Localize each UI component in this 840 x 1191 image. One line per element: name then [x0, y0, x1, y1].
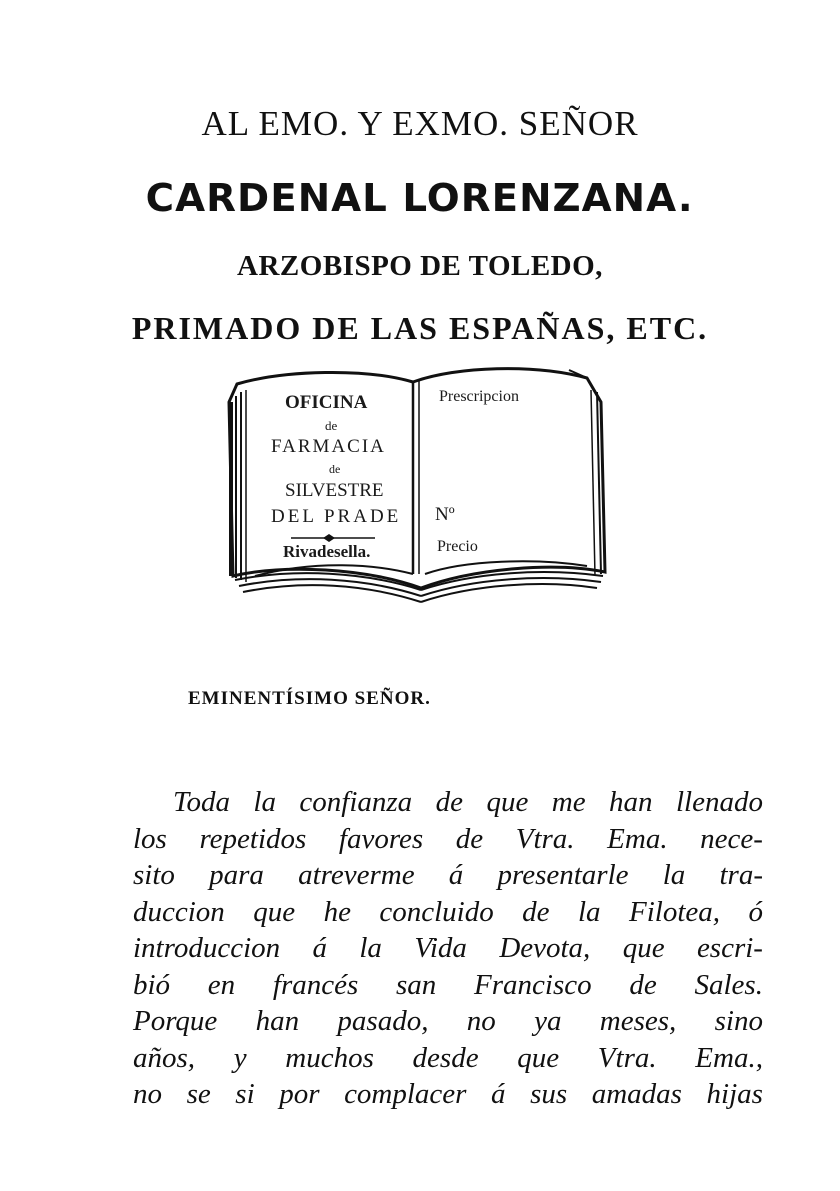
word: favores — [338, 822, 424, 855]
stamp-price-label: Precio — [437, 538, 478, 555]
word: de — [629, 968, 657, 1001]
word: y — [233, 1041, 247, 1074]
dedication-title-1: ARZOBISPO DE TOLEDO, — [237, 250, 603, 282]
word: Vtra. — [515, 822, 575, 855]
word: que — [517, 1041, 560, 1074]
word: á — [312, 932, 327, 964]
word: duccion — [133, 895, 225, 928]
body-line — [133, 857, 763, 894]
word: no — [133, 1078, 162, 1110]
body-line — [133, 967, 763, 1004]
word: muchos — [285, 1041, 374, 1074]
body-line — [133, 1003, 763, 1040]
word: no — [466, 1005, 496, 1037]
body-text — [133, 784, 763, 1113]
word: sus — [530, 1078, 568, 1110]
word: han — [255, 1005, 300, 1037]
word: repetidos — [199, 822, 307, 855]
word: me — [551, 786, 586, 818]
word: la — [253, 786, 276, 818]
word: la — [577, 895, 601, 928]
word: á — [448, 859, 464, 891]
word: he — [323, 895, 351, 928]
word: Ema. — [607, 822, 668, 855]
body-line — [133, 784, 763, 821]
salutation: EMINENTÍSIMO SEÑOR. — [188, 688, 431, 709]
pharmacy-stamp — [225, 362, 615, 612]
stamp-line-farmacia: FARMACIA — [271, 436, 386, 457]
word: confianza — [299, 786, 413, 818]
word: á — [491, 1078, 506, 1110]
word: atreverme — [298, 859, 415, 891]
word: ó — [748, 895, 763, 928]
word: que — [253, 895, 296, 928]
stamp-prescripcion-label: Prescripcion — [439, 388, 519, 405]
word: Vtra. — [597, 1041, 657, 1074]
word: que — [622, 932, 665, 964]
word: sito — [133, 859, 175, 891]
word: hijas — [706, 1078, 763, 1110]
word: Sales. — [694, 968, 763, 1001]
word: Vida — [414, 932, 467, 964]
word: para — [209, 859, 264, 891]
word: francés — [272, 968, 359, 1001]
body-line — [133, 1040, 763, 1077]
word: desde — [412, 1041, 479, 1074]
dedication-line-1: AL EMO. Y EXMO. SEÑOR — [201, 104, 639, 143]
stamp-number-label: Nº — [435, 504, 455, 525]
word: años, — [133, 1041, 196, 1074]
word: los — [133, 822, 167, 855]
word: pasado, — [337, 1005, 429, 1037]
word: llenado — [675, 786, 763, 818]
word: la — [662, 859, 686, 891]
body-line — [133, 821, 763, 858]
dedication-name: CARDENAL LORENZANA. — [145, 176, 694, 220]
stamp-line-de-1: de — [325, 418, 338, 433]
word: Toda — [173, 786, 230, 818]
stamp-line-rivadesella: Rivadesella. — [283, 542, 371, 561]
word: bió — [133, 968, 171, 1001]
word: de — [522, 895, 550, 928]
stamp-line-silvestre: SILVESTRE — [285, 480, 384, 501]
word: que — [486, 786, 529, 818]
body-line — [133, 1076, 763, 1113]
word: introduccion — [133, 932, 281, 964]
word: en — [207, 968, 236, 1001]
word: la — [359, 932, 382, 964]
body-line — [133, 930, 763, 967]
word: si — [235, 1078, 255, 1110]
word: san — [396, 968, 437, 1001]
word: Francisco — [474, 968, 592, 1001]
dedication-title-2: PRIMADO DE LAS ESPAÑAS, ETC. — [131, 310, 709, 346]
word: nece- — [700, 822, 763, 855]
stamp-line-del-prade: DEL PRADE — [271, 506, 402, 527]
word: de — [455, 822, 484, 855]
word: complacer — [344, 1078, 467, 1110]
word: concluido — [379, 895, 494, 928]
stamp-line-oficina: OFICINA — [285, 392, 368, 413]
word: sino — [714, 1005, 763, 1037]
word: Ema., — [695, 1041, 763, 1074]
word: meses, — [599, 1005, 677, 1037]
body-line — [133, 894, 763, 931]
word: Porque — [133, 1005, 218, 1037]
word: tra- — [719, 859, 763, 891]
word: Filotea, — [628, 895, 720, 928]
word: de — [435, 786, 463, 818]
word: ya — [534, 1005, 562, 1037]
word: amadas — [591, 1078, 682, 1110]
word: han — [609, 786, 653, 818]
word: presentarle — [497, 859, 629, 891]
open-book-icon — [225, 362, 615, 612]
word: escri- — [696, 932, 763, 964]
word: por — [279, 1078, 320, 1110]
word: se — [186, 1078, 211, 1110]
word: Devota, — [499, 932, 591, 964]
stamp-line-de-2: de — [329, 462, 341, 476]
